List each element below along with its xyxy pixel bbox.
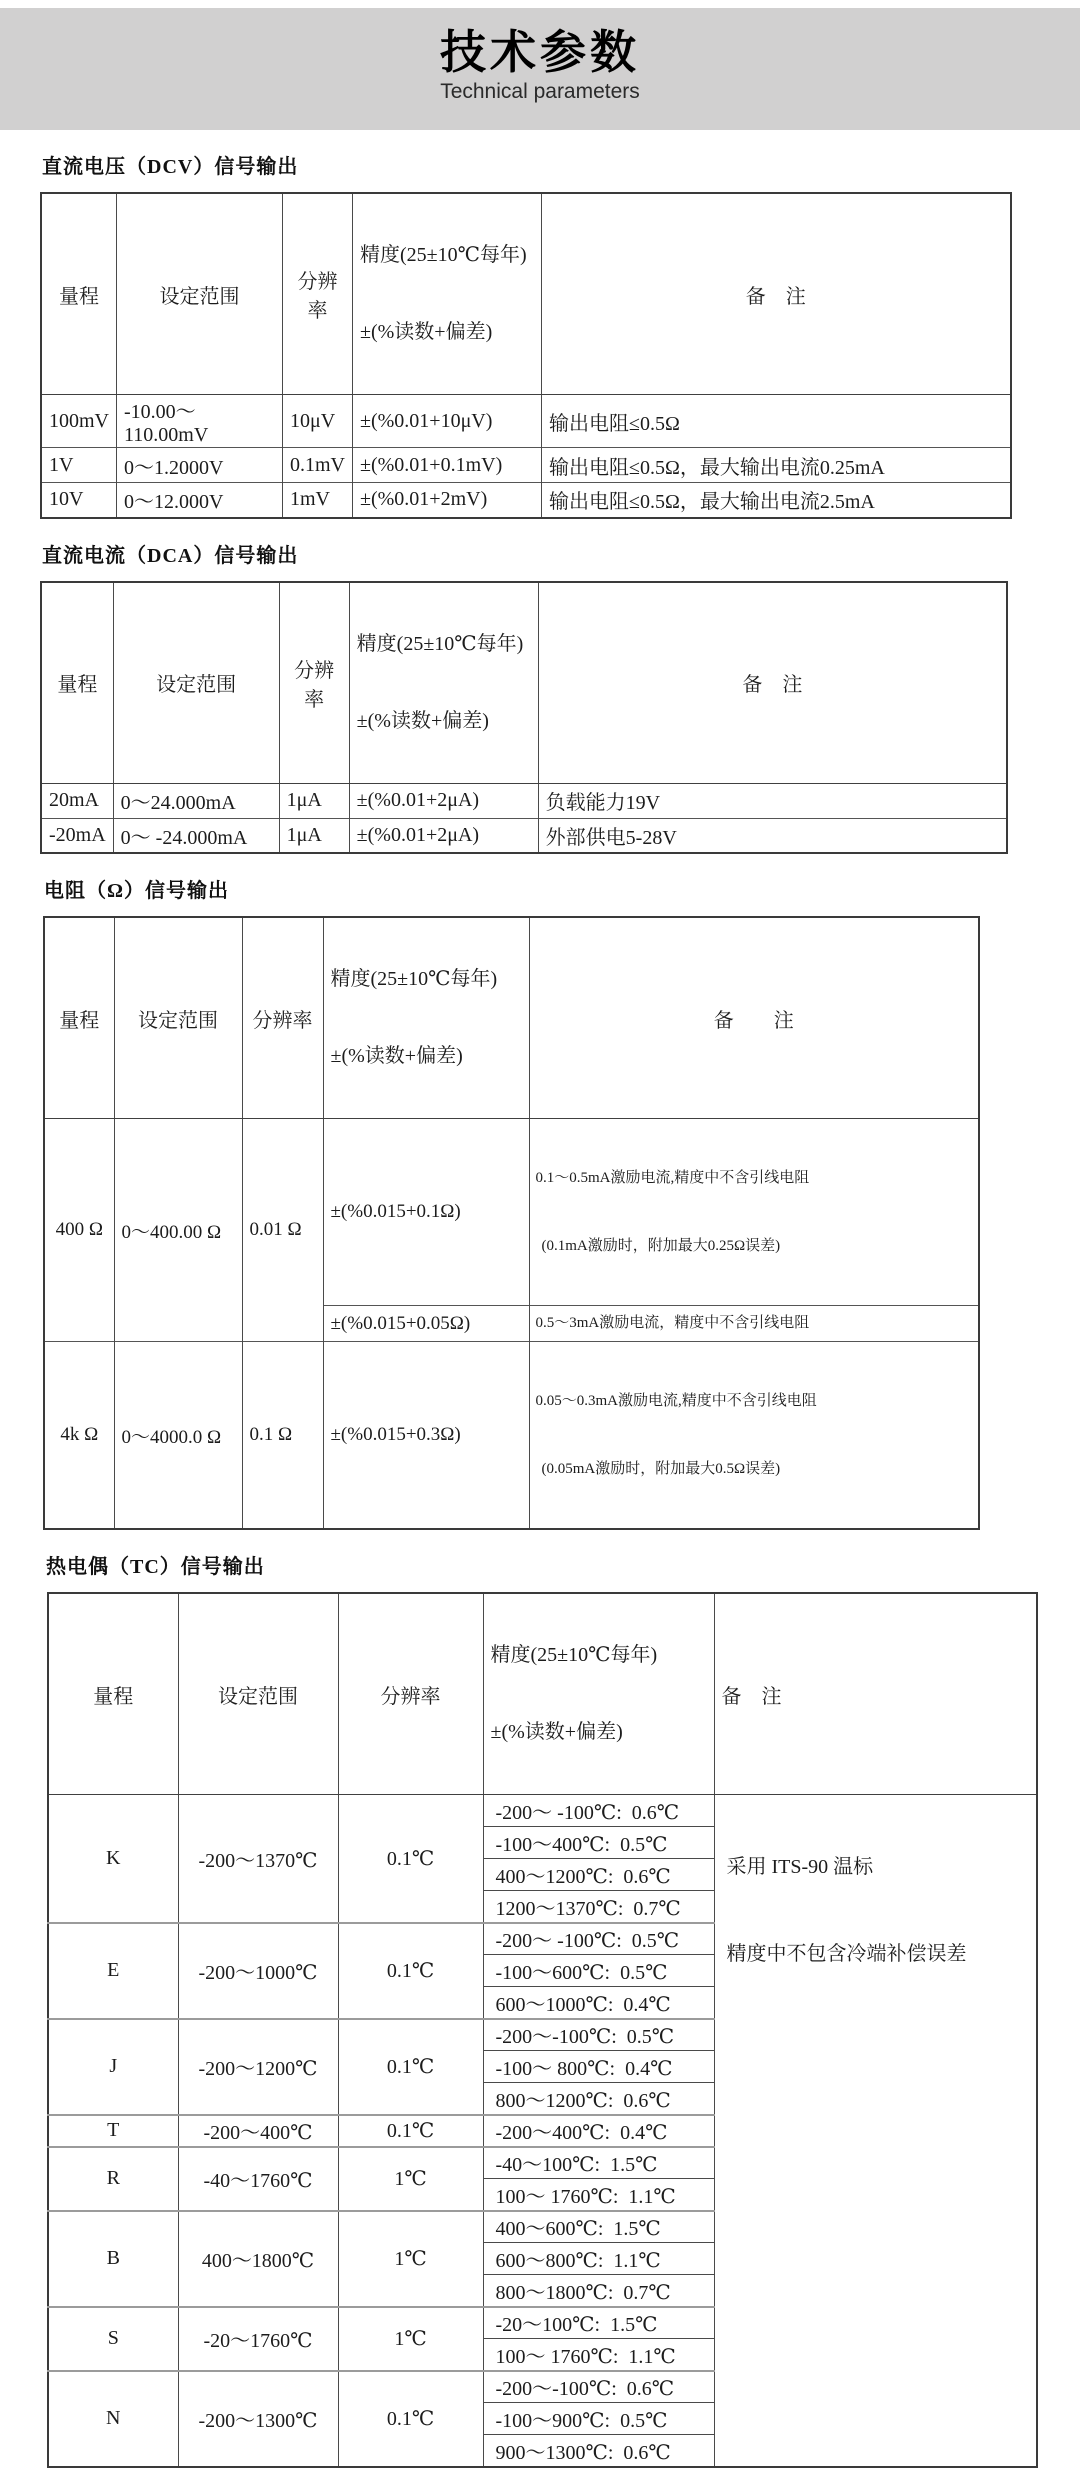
cell-accuracy: ±(%0.01+2μA)	[349, 783, 538, 818]
cell-resolution: 0.1℃	[338, 2115, 483, 2147]
cell-accuracy: ±(%0.01+10μV)	[353, 395, 542, 448]
cell-remark	[714, 1795, 1037, 2467]
col-header-remark: 备 注	[714, 1593, 1037, 1795]
header-banner	[0, 8, 1080, 130]
col-header-range: 量程	[48, 1593, 178, 1795]
cell-remark: 0.5～3mA激励电流，精度中不含引线电阻	[529, 1306, 979, 1342]
cell-range: 100mV	[41, 395, 117, 448]
col-header-range: 量程	[41, 582, 113, 784]
cell-accuracy: 100～ 1760℃: 1.1℃	[483, 2339, 714, 2371]
cell-accuracy: -200～ -100℃: 0.6℃	[483, 1795, 714, 1827]
accuracy-header-line1: 精度(25±10℃每年)	[360, 244, 527, 266]
cell-set-range: -40～1760℃	[178, 2147, 338, 2211]
cell-accuracy: 900～1300℃: 0.6℃	[483, 2435, 714, 2467]
col-header-resolution: 分辨率	[279, 582, 349, 784]
cell-resolution: 0.1℃	[338, 1923, 483, 2019]
col-header-remark: 备 注	[529, 917, 979, 1119]
col-header-set-range: 设定范围	[114, 917, 242, 1119]
cell-set-range: 0～24.000mA	[113, 783, 279, 818]
tc-table	[47, 1592, 1038, 2468]
cell-remark: 输出电阻≤0.5Ω，最大输出电流0.25mA	[542, 448, 1011, 483]
cell-set-range: -10.00～110.00mV	[117, 395, 283, 448]
accuracy-header-line1: 精度(25±10℃每年)	[356, 632, 524, 655]
ohm-table	[43, 916, 980, 1530]
cell-accuracy: -200～-100℃: 0.6℃	[483, 2371, 714, 2403]
cell-set-range: -200～400℃	[178, 2115, 338, 2147]
cell-resolution: 1℃	[338, 2211, 483, 2307]
cell-remark	[529, 1119, 979, 1306]
cell-accuracy: ±(%0.01+2mV)	[353, 483, 542, 518]
cell-type: T	[48, 2115, 178, 2147]
cell-accuracy: -20～100℃: 1.5℃	[483, 2307, 714, 2339]
section-title-ohm: 电阻（Ω）信号输出	[44, 880, 230, 902]
col-header-accuracy	[483, 1593, 714, 1795]
cell-range: 10V	[41, 483, 117, 518]
cell-remark: 输出电阻≤0.5Ω	[542, 395, 1011, 448]
cell-resolution: 10μV	[283, 395, 353, 448]
cell-accuracy: -100～900℃: 0.5℃	[483, 2403, 714, 2435]
accuracy-header-line2: ±(%读数+偏差)	[356, 709, 489, 732]
table-row	[41, 783, 1007, 818]
remark-line1: 0.05～0.3mA激励电流,精度中不含引线电阻	[535, 1393, 817, 1409]
cell-set-range: 0～12.000V	[117, 483, 283, 518]
cell-accuracy: 400～600℃: 1.5℃	[483, 2211, 714, 2243]
section-title-dcv: 直流电压（DCV）信号输出	[42, 156, 299, 178]
cell-accuracy: -200～ -100℃: 0.5℃	[483, 1923, 714, 1955]
cell-accuracy: -200～400℃: 0.4℃	[483, 2115, 714, 2147]
cell-accuracy: ±(%0.015+0.3Ω)	[323, 1342, 529, 1530]
cell-resolution: 1mV	[283, 483, 353, 518]
table-row	[44, 1342, 979, 1530]
col-header-resolution: 分辨率	[283, 193, 353, 395]
cell-accuracy: 400～1200℃: 0.6℃	[483, 1859, 714, 1891]
cell-set-range: -200～1300℃	[178, 2371, 338, 2467]
section-title-tc: 热电偶（TC）信号输出	[46, 1556, 265, 1578]
page-subtitle: Technical parameters	[440, 79, 640, 103]
col-header-remark: 备 注	[542, 193, 1011, 395]
dcv-table	[40, 192, 1012, 519]
table-row	[48, 1795, 1037, 1827]
cell-accuracy: 800～1800℃: 0.7℃	[483, 2275, 714, 2307]
cell-set-range: 0～4000.0 Ω	[114, 1342, 242, 1530]
cell-accuracy: ±(%0.01+2μA)	[349, 818, 538, 853]
cell-resolution: 0.1℃	[338, 2019, 483, 2115]
col-header-accuracy	[349, 582, 538, 784]
col-header-set-range: 设定范围	[117, 193, 283, 395]
table-row	[41, 395, 1011, 448]
cell-type: K	[106, 1846, 121, 1869]
remark-line2: 精度中不包含冷端补偿误差	[726, 1943, 967, 1965]
cell-resolution: 0.01 Ω	[242, 1119, 323, 1342]
cell-set-range: 0～1.2000V	[117, 448, 283, 483]
cell-resolution: 1μA	[279, 818, 349, 853]
tc-header-row	[48, 1593, 1037, 1795]
cell-resolution: 0.1 Ω	[242, 1342, 323, 1530]
accuracy-header-line1: 精度(25±10℃每年)	[490, 1644, 658, 1666]
col-header-range: 量程	[44, 917, 114, 1119]
cell-resolution: 1℃	[338, 2147, 483, 2211]
cell-accuracy: 600～800℃: 1.1℃	[483, 2243, 714, 2275]
remark-line1: 采用 ITS-90 温标	[726, 1856, 874, 1878]
cell-range: 1V	[41, 448, 117, 483]
cell-range: 400 Ω	[55, 1219, 103, 1240]
table-row	[41, 448, 1011, 483]
section-title-dca: 直流电流（DCA）信号输出	[42, 544, 299, 567]
col-header-accuracy	[353, 193, 542, 395]
cell-resolution: 1℃	[338, 2307, 483, 2371]
cell-accuracy: ±(%0.015+0.05Ω)	[323, 1306, 529, 1342]
accuracy-header-line1: 精度(25±10℃每年)	[330, 968, 498, 990]
col-header-resolution: 分辨率	[338, 1593, 483, 1795]
table-row	[41, 818, 1007, 853]
cell-remark: 外部供电5-28V	[538, 818, 1007, 853]
col-header-remark: 备 注	[538, 582, 1007, 784]
col-header-set-range: 设定范围	[113, 582, 279, 784]
cell-type: J	[48, 2019, 178, 2115]
cell-accuracy: -100～ 800℃: 0.4℃	[483, 2051, 714, 2083]
cell-set-range: -200～1370℃	[178, 1795, 338, 1923]
cell-set-range: -200～1200℃	[178, 2019, 338, 2115]
table-row	[44, 1119, 979, 1306]
page-title: 技术参数	[440, 26, 640, 78]
cell-accuracy: -200～-100℃: 0.5℃	[483, 2019, 714, 2051]
table-row	[41, 483, 1011, 518]
cell-type: E	[48, 1923, 178, 2019]
accuracy-header-line2: ±(%读数+偏差)	[330, 1045, 463, 1067]
cell-remark: 输出电阻≤0.5Ω，最大输出电流2.5mA	[542, 483, 1011, 518]
cell-accuracy: -40～100℃: 1.5℃	[483, 2147, 714, 2179]
cell-accuracy: ±(%0.01+0.1mV)	[353, 448, 542, 483]
cell-range: 20mA	[41, 783, 113, 818]
cell-set-range: -200～1000℃	[178, 1923, 338, 2019]
cell-accuracy: 600～1000℃: 0.4℃	[483, 1987, 714, 2019]
ohm-header-row	[44, 917, 979, 1119]
cell-accuracy: -100～600℃: 0.5℃	[483, 1955, 714, 1987]
accuracy-header-line2: ±(%读数+偏差)	[490, 1721, 623, 1743]
dca-table	[40, 581, 1008, 855]
remark-line2: (0.05mA激励时，附加最大0.5Ω误差)	[541, 1460, 781, 1477]
accuracy-header-line2: ±(%读数+偏差)	[360, 321, 493, 343]
cell-set-range: 400～1800℃	[178, 2211, 338, 2307]
cell-resolution: 0.1℃	[338, 1795, 483, 1923]
col-header-accuracy	[323, 917, 529, 1119]
cell-accuracy: 800～1200℃: 0.6℃	[483, 2083, 714, 2115]
cell-accuracy: 100～ 1760℃: 1.1℃	[483, 2179, 714, 2211]
col-header-range: 量程	[41, 193, 117, 395]
remark-line2: (0.1mA激励时，附加最大0.25Ω误差)	[541, 1237, 781, 1254]
cell-range: -20mA	[41, 818, 113, 853]
dcv-header-row	[41, 193, 1011, 395]
dca-header-row	[41, 582, 1007, 784]
cell-resolution: 0.1℃	[338, 2371, 483, 2467]
cell-accuracy: -100～400℃: 0.5℃	[483, 1827, 714, 1859]
cell-accuracy: ±(%0.015+0.1Ω)	[323, 1119, 529, 1306]
cell-remark: 负载能力19V	[538, 783, 1007, 818]
cell-resolution: 0.1mV	[283, 448, 353, 483]
cell-set-range: -20～1760℃	[178, 2307, 338, 2371]
cell-type: R	[48, 2147, 178, 2211]
cell-remark	[529, 1342, 979, 1530]
remark-line1: 0.1～0.5mA激励电流,精度中不含引线电阻	[535, 1170, 810, 1186]
cell-type: N	[48, 2371, 178, 2467]
cell-accuracy: 1200～1370℃: 0.7℃	[483, 1891, 714, 1923]
cell-type: B	[48, 2211, 178, 2307]
col-header-set-range: 设定范围	[178, 1593, 338, 1795]
cell-resolution: 1μA	[279, 783, 349, 818]
page	[0, 8, 1080, 2468]
cell-range: 4k Ω	[44, 1342, 114, 1530]
cell-set-range: 0～ -24.000mA	[113, 818, 279, 853]
col-header-resolution: 分辨率	[242, 917, 323, 1119]
cell-type: S	[48, 2307, 178, 2371]
cell-set-range: 0～400.00 Ω	[114, 1119, 242, 1342]
